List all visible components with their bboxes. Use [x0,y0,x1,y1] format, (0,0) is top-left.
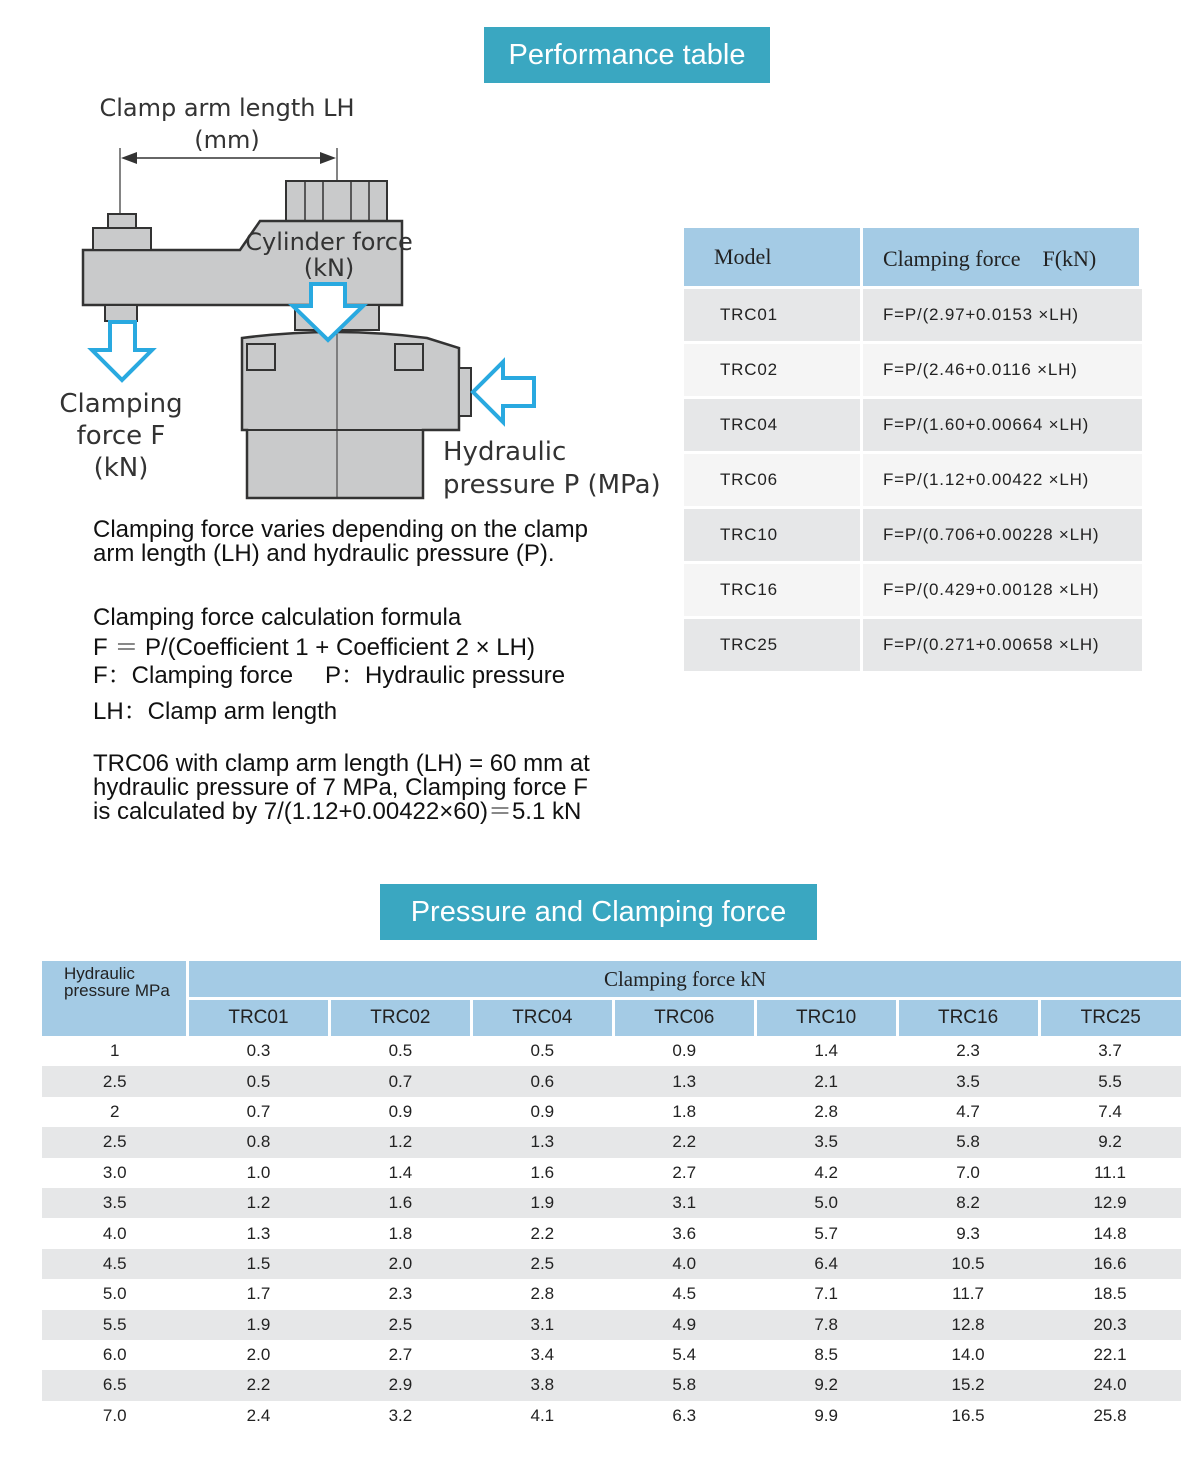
arm-length-label-line1: Clamp arm length LH [99,94,355,122]
clamping-force-kn-header: Clamping force kN [188,961,1182,999]
model-cell: TRC01 [684,286,863,341]
model-cell: TRC10 [684,506,863,561]
hydraulic-pressure-label-line2: pressure P (MPa) [443,470,661,500]
force-cell: 9.2 [1039,1127,1181,1157]
force-cell: 12.8 [897,1310,1039,1340]
force-cell: 7.0 [897,1158,1039,1188]
pressure-cell: 3.0 [42,1158,188,1188]
force-cell: 0.5 [188,1066,330,1096]
force-cell: 0.5 [471,1036,613,1066]
force-cell: 4.0 [613,1249,755,1279]
hydraulic-pressure-header: Hydraulic pressure MPa [42,961,188,1036]
force-cell: 16.6 [1039,1249,1181,1279]
pressure-cell: 5.5 [42,1310,188,1340]
force-cell: 7.1 [755,1279,897,1309]
force-cell: 1.4 [755,1036,897,1066]
table-row [42,1310,1181,1340]
table-row [42,1158,1181,1188]
force-cell: 3.1 [613,1188,755,1218]
force-cell: 2.7 [613,1158,755,1188]
force-cell: 1.7 [188,1279,330,1309]
force-cell: 1.2 [329,1127,471,1157]
force-cell: 5.5 [1039,1066,1181,1096]
force-cell: 2.2 [188,1370,330,1400]
force-cell: 2.3 [897,1036,1039,1066]
force-cell: 2.3 [329,1279,471,1309]
formula-title: Clamping force calculation formula [93,604,462,631]
force-cell: 1.2 [188,1188,330,1218]
formula: F ＝ P/(Coefficient 1 + Coefficient 2 × LH) [93,634,535,661]
force-cell: 2.7 [329,1340,471,1370]
pressure-cell: 2.5 [42,1127,188,1157]
table-row [42,1401,1181,1431]
force-cell: 2.2 [471,1218,613,1248]
formula-cell: F=P/(0.429+0.00128 ×LH) [863,561,1142,616]
force-cell: 6.3 [613,1401,755,1431]
calculation-example: TRC06 with clamp arm length (LH) = 60 mm at hydraulic pressure of 7 MPa, Clamping force F is calculated by 7/(1.12+0.00422×60)＝5.1 kN [93,750,590,825]
pressure-cell: 2.5 [42,1066,188,1096]
force-cell: 5.0 [755,1188,897,1218]
formula-cell: F=P/(1.60+0.00664 ×LH) [863,396,1142,451]
force-cell: 5.7 [755,1218,897,1248]
formula-cell: F=P/(0.271+0.00658 ×LH) [863,616,1142,671]
force-cell: 16.5 [897,1401,1039,1431]
force-cell: 2.5 [471,1249,613,1279]
force-cell: 0.7 [329,1066,471,1096]
force-cell: 0.7 [188,1097,330,1127]
force-cell: 14.8 [1039,1218,1181,1248]
force-cell: 1.4 [329,1158,471,1188]
pressure-cell: 4.5 [42,1249,188,1279]
force-cell: 5.8 [897,1127,1039,1157]
model-column-header: TRC16 [897,999,1039,1037]
force-cell: 9.9 [755,1401,897,1431]
model-cell: TRC16 [684,561,863,616]
table-row [684,341,1142,396]
force-cell: 2.9 [329,1370,471,1400]
pressure-cell: 3.5 [42,1188,188,1218]
pressure-cell: 6.5 [42,1370,188,1400]
pressure-cell: 7.0 [42,1401,188,1431]
piston-nut [286,181,387,221]
force-cell: 8.2 [897,1188,1039,1218]
arm-length-label-line2: (mm) [194,126,260,154]
model-cell: TRC04 [684,396,863,451]
model-cell: TRC06 [684,451,863,506]
force-cell: 4.5 [613,1279,755,1309]
force-cell: 25.8 [1039,1401,1181,1431]
force-cell: 4.7 [897,1097,1039,1127]
force-cell: 1.3 [188,1218,330,1248]
force-cell: 9.2 [755,1370,897,1400]
model-header: Model [684,228,863,286]
force-cell: 1.3 [471,1127,613,1157]
model-cell: TRC02 [684,341,863,396]
force-cell: 7.4 [1039,1097,1181,1127]
table-row [42,1340,1181,1370]
table-row [42,1279,1181,1309]
force-cell: 2.5 [329,1310,471,1340]
legend-clamping-force: F：Clamping force [93,662,294,689]
force-cell: 7.8 [755,1310,897,1340]
performance-table-banner: Performance table [484,27,770,83]
model-column-header: TRC25 [1039,999,1181,1037]
formula-cell: F=P/(2.46+0.0116 ×LH) [863,341,1142,396]
force-cell: 8.5 [755,1340,897,1370]
clamping-force-header: Clamping force F(kN) [863,228,1142,286]
pressure-clamping-banner: Pressure and Clamping force [380,884,817,940]
force-cell: 0.9 [471,1097,613,1127]
force-cell: 4.2 [755,1158,897,1188]
force-cell: 2.0 [329,1249,471,1279]
model-column-header: TRC06 [613,999,755,1037]
table-row [684,286,1142,341]
force-cell: 2.2 [613,1127,755,1157]
force-cell: 10.5 [897,1249,1039,1279]
force-cell: 11.1 [1039,1158,1181,1188]
force-cell: 3.4 [471,1340,613,1370]
legend-clamp-arm-length: LH：Clamp arm length [93,698,338,725]
force-cell: 9.3 [897,1218,1039,1248]
legend-hydraulic-pressure: P：Hydraulic pressure [325,662,566,689]
force-cell: 0.5 [329,1036,471,1066]
model-column-header: TRC02 [329,999,471,1037]
force-cell: 0.8 [188,1127,330,1157]
formula-cell: F=P/(2.97+0.0153 ×LH) [863,286,1142,341]
force-cell: 24.0 [1039,1370,1181,1400]
performance-table [684,228,1142,671]
table-row [42,1036,1181,1066]
force-cell: 0.6 [471,1066,613,1096]
model-column-header: TRC10 [755,999,897,1037]
force-cell: 4.9 [613,1310,755,1340]
force-cell: 3.5 [755,1127,897,1157]
force-cell: 1.6 [471,1158,613,1188]
force-cell: 2.8 [471,1279,613,1309]
table-row [684,616,1142,671]
table-row [42,1249,1181,1279]
force-cell: 3.8 [471,1370,613,1400]
force-cell: 5.4 [613,1340,755,1370]
force-cell: 5.8 [613,1370,755,1400]
force-cell: 1.6 [329,1188,471,1218]
formula-cell: F=P/(1.12+0.00422 ×LH) [863,451,1142,506]
force-cell: 3.1 [471,1310,613,1340]
pressure-cell: 5.0 [42,1279,188,1309]
hydraulic-pressure-label-line1: Hydraulic [443,437,567,467]
pressure-cell: 4.0 [42,1218,188,1248]
table-row [684,451,1142,506]
force-cell: 1.3 [613,1066,755,1096]
clamping-force-label-line1: Clamping [59,389,183,419]
force-cell: 18.5 [1039,1279,1181,1309]
force-cell: 0.9 [613,1036,755,1066]
model-column-header: TRC01 [188,999,330,1037]
table-row [42,1127,1181,1157]
clamping-force-label-line2: force F [76,421,166,451]
hydraulic-pressure-arrow [473,362,534,422]
force-cell: 11.7 [897,1279,1039,1309]
force-cell: 1.9 [188,1310,330,1340]
pressure-clamping-table [42,961,1181,1431]
force-cell: 1.0 [188,1158,330,1188]
force-cell: 2.4 [188,1401,330,1431]
force-cell: 3.6 [613,1218,755,1248]
model-column-header: TRC04 [471,999,613,1037]
force-cell: 0.3 [188,1036,330,1066]
table-row [42,1097,1181,1127]
explanation-paragraph: Clamping force varies depending on the clamp arm length (LH) and hydraulic pressure (P). [93,516,588,567]
force-cell: 3.7 [1039,1036,1181,1066]
table-row [684,396,1142,451]
model-cell: TRC25 [684,616,863,671]
cylinder-force-label-line2: (kN) [303,254,355,282]
clamp-diagram [55,88,675,508]
table-row [684,561,1142,616]
formula-cell: F=P/(0.706+0.00228 ×LH) [863,506,1142,561]
force-cell: 20.3 [1039,1310,1181,1340]
pressure-cell: 1 [42,1036,188,1066]
force-cell: 6.4 [755,1249,897,1279]
table-row [684,506,1142,561]
table-row [42,1218,1181,1248]
force-cell: 1.8 [613,1097,755,1127]
pressure-cell: 6.0 [42,1340,188,1370]
force-cell: 14.0 [897,1340,1039,1370]
clamping-force-label-line3: (kN) [93,453,149,483]
table-row [42,1066,1181,1096]
force-cell: 22.1 [1039,1340,1181,1370]
table-row [42,1188,1181,1218]
force-cell: 2.1 [755,1066,897,1096]
force-cell: 3.2 [329,1401,471,1431]
force-cell: 1.8 [329,1218,471,1248]
force-cell: 2.8 [755,1097,897,1127]
force-cell: 1.9 [471,1188,613,1218]
pressure-cell: 2 [42,1097,188,1127]
force-cell: 2.0 [188,1340,330,1370]
force-cell: 3.5 [897,1066,1039,1096]
force-cell: 12.9 [1039,1188,1181,1218]
force-cell: 15.2 [897,1370,1039,1400]
force-cell: 0.9 [329,1097,471,1127]
force-cell: 1.5 [188,1249,330,1279]
cylinder-force-label-line1: Cylinder force [245,228,413,256]
clamping-force-arrow [92,322,152,380]
table-row [42,1370,1181,1400]
force-cell: 4.1 [471,1401,613,1431]
